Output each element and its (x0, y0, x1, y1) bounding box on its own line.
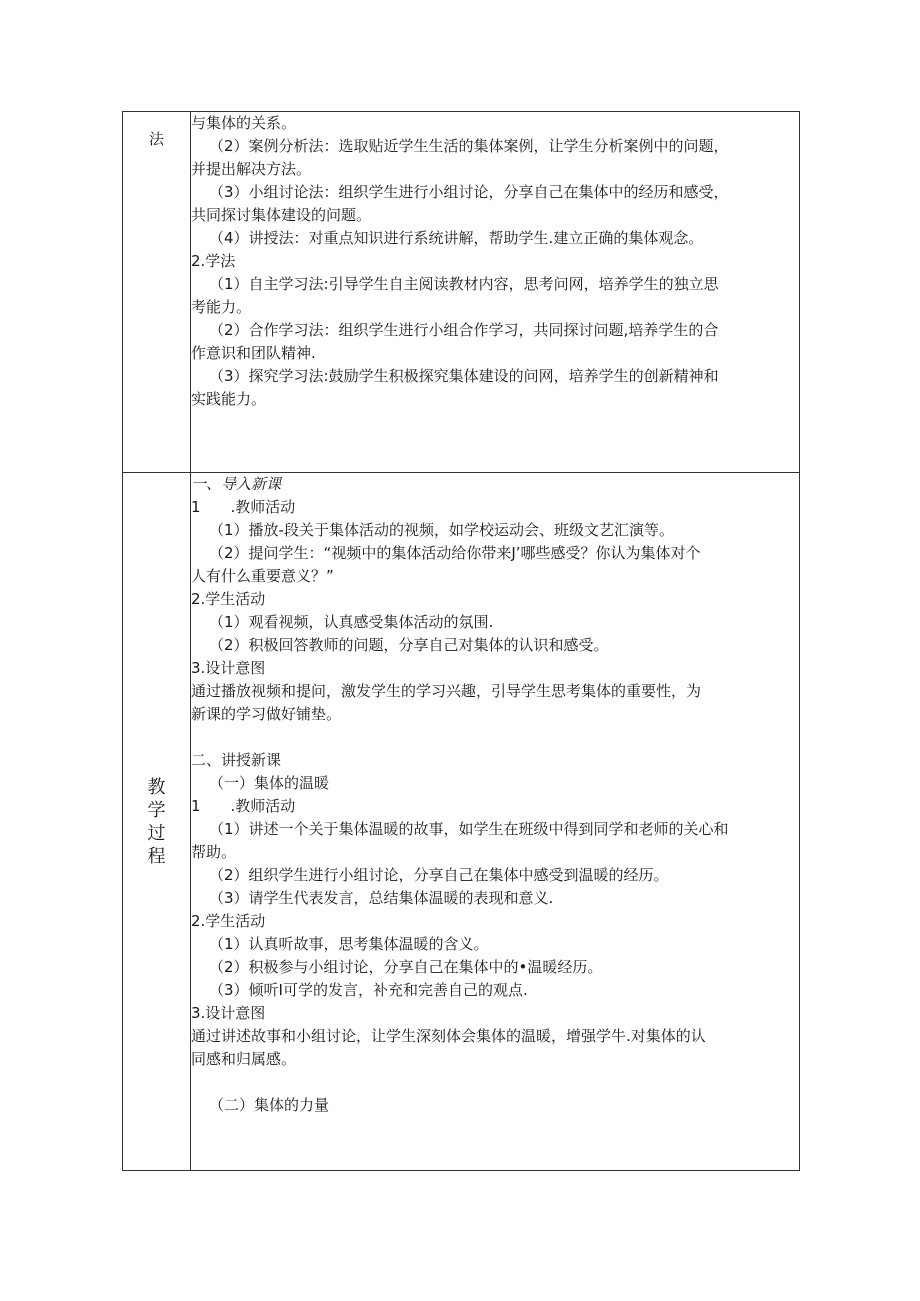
process-content-cell (191, 473, 800, 1171)
text-line: 新课的学习做好铺垫。 (191, 705, 342, 723)
text-line: （2）组织学生进行小组讨论，分享自己在集体中感受到温暖的经历。 (209, 866, 669, 884)
text-line: （3）倾听I可学的发言，补充和完善自己的观点. (209, 981, 528, 999)
text-line: （3）小组讨论法：组织学生进行小组讨论，分享自己在集体中的经历和感受， (209, 183, 729, 201)
text-line: 2.学生活动 (191, 590, 266, 608)
text-line: 与集体的关系。 (191, 114, 297, 132)
lesson-plan-table (122, 111, 800, 1171)
subsection-heading: （二）集体的力量 (209, 1096, 330, 1114)
text-line: 1 .教师活动 (191, 498, 296, 516)
text-line: 人有什么重要意义？” (191, 567, 334, 585)
text-line: 3.设计意图 (191, 659, 266, 677)
section-heading: 一、导入新课 (191, 475, 282, 493)
label-char: 过 (147, 822, 166, 844)
method-label: 法 (148, 130, 164, 148)
process-label-cell (123, 473, 191, 1171)
teaching-process-row (123, 473, 800, 1171)
teaching-method-row (123, 112, 800, 473)
text-line: 帮助。 (191, 843, 237, 861)
text-line: 实践能力。 (191, 390, 267, 408)
text-line: （2）积极回答教师的问题，分享自己对集体的认识和感受。 (209, 636, 609, 654)
text-line: （1）讲述一个关于集体温暖的故事，如学生在班级中得到同学和老师的关心和 (209, 820, 729, 838)
label-char: 教 (147, 776, 166, 798)
text-line: （1）自主学习法:引导学生自主阅读教材内容，思考问网，培养学生的独立思 (209, 275, 719, 293)
text-line: 并提出解决方法。 (191, 160, 312, 178)
text-line: 共同探讨集体建设的问题。 (191, 206, 372, 224)
text-line: （1）认真听故事，思考集体温暖的含义。 (209, 935, 489, 953)
text-line: 1 .教师活动 (191, 797, 296, 815)
text-line: （2）案例分析法：选取贴近学生生活的集体案例，让学生分析案例中的问题， (209, 137, 729, 155)
text-line: （3）请学生代表发言，总结集体温暖的表现和意义. (209, 889, 554, 907)
text-line: 作意识和团队精神. (191, 344, 316, 362)
text-line: 2.学生活动 (191, 912, 266, 930)
subsection-heading: （一）集体的温暖 (209, 774, 330, 792)
text-line: （3）探究学习法:鼓励学生积极探究集体建设的问网，培养学生的创新精神和 (209, 367, 719, 385)
process-label (123, 776, 190, 868)
text-line: （1）观看视频，认真感受集体活动的氛围. (209, 613, 494, 631)
method-content-cell (191, 112, 800, 473)
section-heading: 二、讲授新课 (191, 751, 282, 769)
section-heading: 2.学法 (191, 252, 236, 270)
text-line: 通过讲述故事和小组讨论，让学生深刻体会集体的温暖，增强学牛.对集体的认 (191, 1027, 706, 1045)
label-char: 学 (147, 799, 166, 821)
text-line: （1）播放-段关于集体活动的视频，如学校运动会、班级文艺汇演等。 (209, 521, 674, 539)
text-line: （4）讲授法：对重点知识进行系统讲解，帮助学生.建立正确的集体观念。 (209, 229, 704, 247)
text-line: 考能力。 (191, 298, 252, 316)
spacer (191, 1071, 799, 1094)
method-label-cell (123, 112, 191, 473)
text-line: 3.设计意图 (191, 1004, 266, 1022)
label-char: 程 (147, 845, 166, 867)
text-line: （2）积极参与小组讨论，分享自己在集体中的•温暖经历。 (209, 958, 603, 976)
text-line: （2）提问学生：“视频中的集体活动给你带来J’哪些感受？你认为集体对个 (209, 544, 701, 562)
text-line: （2）合作学习法：组织学生进行小组合作学习，共同探讨问题,培养学生的合 (209, 321, 719, 339)
text-line: 同感和归属感。 (191, 1050, 297, 1068)
spacer (191, 726, 799, 749)
text-line: 通过播放视频和提问，激发学生的学习兴趣，引导学生思考集体的重要性，为 (191, 682, 702, 700)
